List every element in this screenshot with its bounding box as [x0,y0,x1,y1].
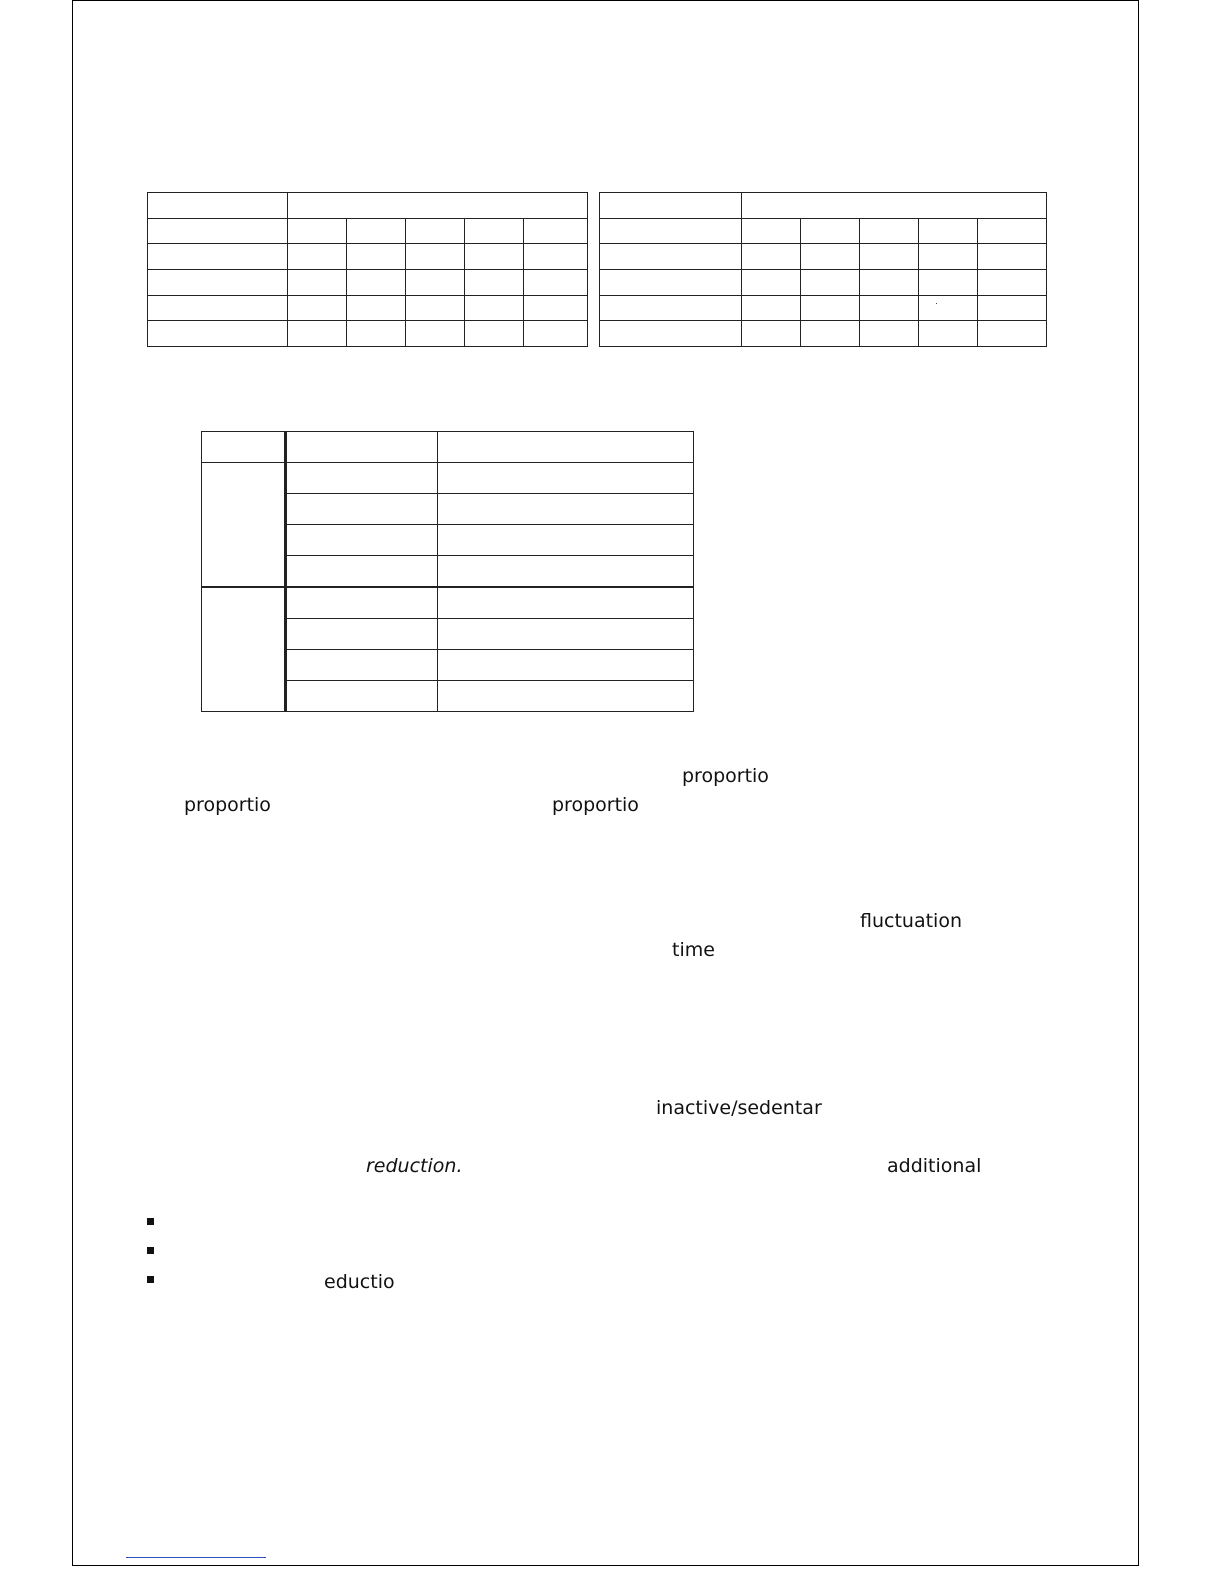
table-cell [347,295,406,321]
table-cell [202,432,286,463]
table-cell [347,269,406,295]
table-cell [860,218,919,244]
table-cell [600,218,742,244]
table-group-cell [202,463,286,588]
table-cell [860,269,919,295]
table-cell [600,244,742,270]
table-cell [600,321,742,347]
table-row [600,295,1047,321]
table-cell [286,494,438,525]
table-cell [801,244,860,270]
table-cell [919,295,978,321]
paragraph-word: proportio [682,765,769,787]
table-cell [286,556,438,588]
table-cell [148,244,288,270]
table-cell [801,218,860,244]
table-cell [347,321,406,347]
table-cell [438,619,694,650]
table-cell [438,463,694,494]
paragraph-word: time [672,939,715,961]
table-cell [438,681,694,712]
paragraph-word: proportio [552,794,639,816]
table-cell [286,650,438,681]
bullet-icon [147,1276,154,1283]
table-cell [524,218,588,244]
table-cell [978,321,1047,347]
table-cell [286,587,438,619]
table-group-cell [202,587,286,712]
table-cell [978,295,1047,321]
table-row [202,463,694,494]
table-cell [286,432,438,463]
table-row [148,193,588,219]
table-row [600,193,1047,219]
table-cell [801,321,860,347]
table-top-left [147,192,588,347]
table-cell [438,650,694,681]
table-cell [742,193,1047,219]
bullet-icon [147,1218,154,1225]
table-row [600,218,1047,244]
table-cell [288,269,347,295]
table-row [202,432,694,463]
table-cell [406,295,465,321]
list-item: eductio [324,1271,395,1293]
table-cell [860,321,919,347]
table-cell [600,193,742,219]
table-cell [524,321,588,347]
table-cell [148,269,288,295]
table-cell [742,269,801,295]
table-cell [148,193,288,219]
table-cell [465,244,524,270]
table-cell [148,321,288,347]
table-cell [742,244,801,270]
table-cell [600,295,742,321]
table-cell [347,218,406,244]
table-middle [201,431,694,712]
table-row [148,269,588,295]
table-row [148,295,588,321]
table-row [148,218,588,244]
paragraph-word: inactive/sedentar [656,1097,822,1119]
table-cell [288,321,347,347]
table-cell [438,432,694,463]
table-row [148,244,588,270]
table-cell [286,619,438,650]
table-cell [465,295,524,321]
table-cell [524,295,588,321]
table-cell [465,269,524,295]
table-cell [288,295,347,321]
table-cell [148,218,288,244]
table-cell [742,295,801,321]
table-cell [860,244,919,270]
stray-dot [936,303,937,304]
bullet-icon [147,1247,154,1254]
table-cell [742,218,801,244]
paragraph-word: proportio [184,794,271,816]
table-cell [286,681,438,712]
table-cell [919,218,978,244]
table-cell [288,244,347,270]
table-cell [919,244,978,270]
paragraph-word: additional [887,1155,982,1177]
table-cell [288,218,347,244]
table-cell [465,218,524,244]
table-cell [801,269,860,295]
table-cell [524,269,588,295]
table-cell [978,218,1047,244]
table-cell [919,269,978,295]
table-row [148,321,588,347]
table-cell [406,321,465,347]
table-cell [742,321,801,347]
table-cell [978,244,1047,270]
table-cell [406,244,465,270]
table-cell [438,587,694,619]
table-cell [148,295,288,321]
table-cell [438,494,694,525]
footnote-rule [126,1557,266,1558]
table-cell [406,218,465,244]
table-cell [286,525,438,556]
table-row [202,587,694,619]
table-cell [438,556,694,588]
table-cell [524,244,588,270]
table-cell [465,321,524,347]
table-cell [288,193,588,219]
table-top-right [599,192,1047,347]
table-cell [978,269,1047,295]
table-cell [286,463,438,494]
table-cell [600,269,742,295]
paragraph-word-italic: reduction. [366,1155,463,1177]
paragraph-word: fluctuation [860,910,962,932]
table-cell [919,321,978,347]
table-row [600,244,1047,270]
table-cell [406,269,465,295]
table-cell [801,295,860,321]
table-cell [438,525,694,556]
table-row [600,321,1047,347]
table-cell [860,295,919,321]
table-row [600,269,1047,295]
table-cell [347,244,406,270]
